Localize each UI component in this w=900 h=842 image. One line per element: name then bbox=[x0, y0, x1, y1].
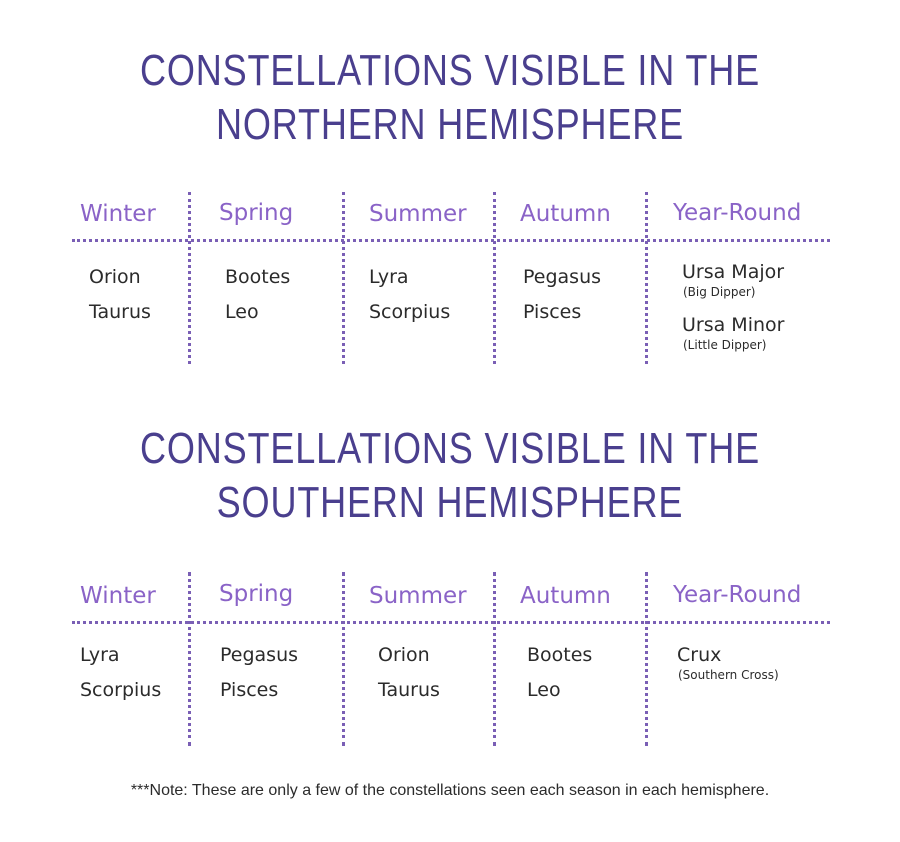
column-divider bbox=[188, 192, 191, 364]
list-item-note: (Big Dipper) bbox=[683, 285, 756, 299]
footnote: ***Note: These are only a few of the constellations seen each season in each hemisphere. bbox=[130, 782, 770, 799]
list-item: Lyra bbox=[369, 266, 409, 288]
summer-list bbox=[378, 638, 440, 708]
list-item: Scorpius bbox=[369, 301, 451, 323]
south-title-line-1: CONSTELLATIONS VISIBLE IN THE bbox=[140, 424, 760, 473]
column-divider bbox=[188, 572, 191, 746]
year-round-list bbox=[682, 255, 784, 361]
header-winter: Winter bbox=[80, 583, 156, 609]
list-item: Bootes bbox=[225, 266, 291, 288]
list-item: Taurus bbox=[89, 301, 151, 323]
south-title bbox=[81, 422, 819, 530]
north-season-table bbox=[0, 190, 900, 365]
south-title-line-2: SOUTHERN HEMISPHERE bbox=[216, 478, 684, 527]
header-year-round: Year-Round bbox=[673, 582, 802, 608]
list-item: Orion bbox=[378, 644, 430, 666]
spring-list bbox=[220, 638, 298, 708]
header-autumn: Autumn bbox=[520, 201, 611, 227]
list-item: Pegasus bbox=[523, 266, 602, 288]
list-item: Pegasus bbox=[220, 644, 299, 666]
header-winter: Winter bbox=[80, 201, 156, 227]
list-item: Orion bbox=[89, 266, 141, 288]
list-item: Ursa Major bbox=[682, 261, 785, 283]
list-item: Pisces bbox=[523, 301, 582, 323]
header-divider bbox=[72, 621, 830, 624]
column-divider bbox=[493, 192, 496, 364]
list-item: Scorpius bbox=[80, 679, 162, 701]
summer-list bbox=[369, 260, 450, 330]
spring-list bbox=[225, 260, 290, 330]
list-item-note: (Little Dipper) bbox=[683, 338, 767, 352]
list-item: Pisces bbox=[220, 679, 279, 701]
header-divider bbox=[72, 239, 830, 242]
winter-list bbox=[89, 260, 151, 330]
column-divider bbox=[493, 572, 496, 746]
north-title-line-2: NORTHERN HEMISPHERE bbox=[216, 100, 684, 149]
list-item: Crux bbox=[677, 644, 722, 666]
list-item: Lyra bbox=[80, 644, 120, 666]
header-summer: Summer bbox=[369, 583, 467, 609]
list-item: Bootes bbox=[527, 644, 593, 666]
column-divider bbox=[342, 572, 345, 746]
header-autumn: Autumn bbox=[520, 583, 611, 609]
list-item: Leo bbox=[527, 679, 561, 701]
autumn-list bbox=[527, 638, 592, 708]
list-item: Taurus bbox=[378, 679, 440, 701]
winter-list bbox=[80, 638, 161, 708]
column-divider bbox=[645, 192, 648, 364]
autumn-list bbox=[523, 260, 601, 330]
column-divider bbox=[342, 192, 345, 364]
north-title bbox=[81, 44, 819, 152]
year-round-list bbox=[677, 638, 779, 691]
header-summer: Summer bbox=[369, 201, 467, 227]
header-spring: Spring bbox=[219, 581, 294, 607]
list-item: Ursa Minor bbox=[682, 314, 785, 336]
column-divider bbox=[645, 572, 648, 746]
header-year-round: Year-Round bbox=[673, 200, 802, 226]
list-item: Leo bbox=[225, 301, 259, 323]
header-spring: Spring bbox=[219, 200, 294, 226]
north-title-line-1: CONSTELLATIONS VISIBLE IN THE bbox=[140, 46, 760, 95]
list-item-note: (Southern Cross) bbox=[678, 668, 779, 682]
south-season-table bbox=[0, 572, 900, 747]
